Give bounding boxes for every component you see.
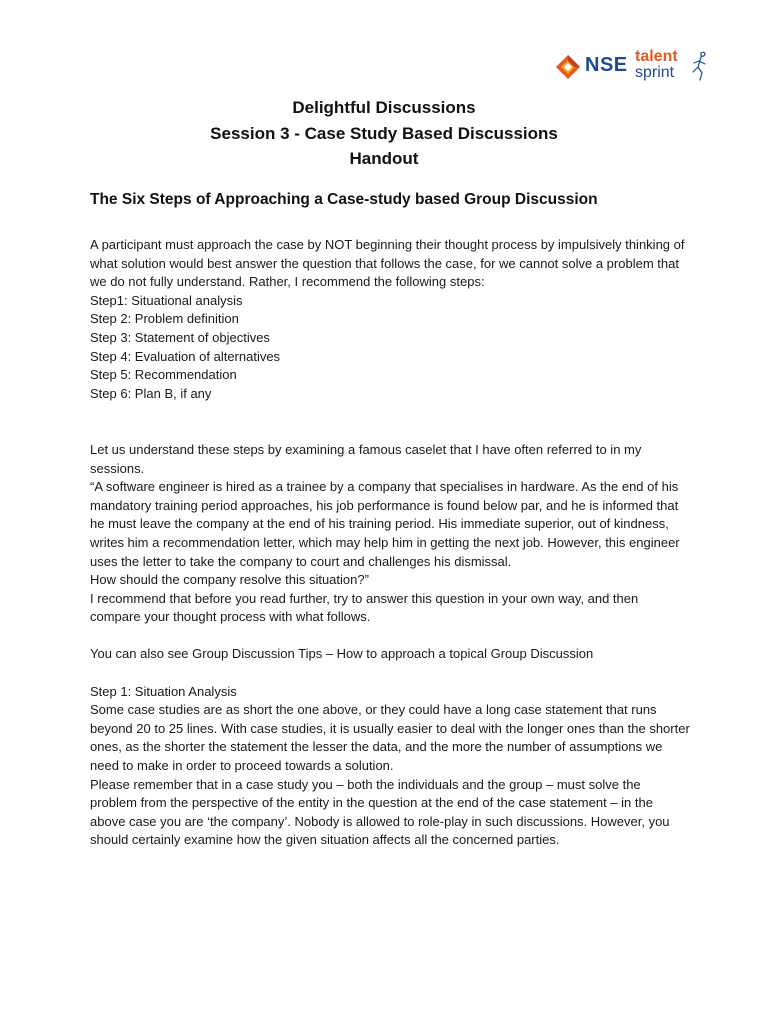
logo-talent-text: talent [635, 48, 678, 65]
section-heading: The Six Steps of Approaching a Case-study based Group Discussion [90, 191, 598, 208]
step-item: Step 6: Plan B, if any [90, 385, 212, 401]
nse-talentsprint-logo [555, 46, 715, 90]
understand-paragraph: Let us understand these steps by examining a famous caselet that I have often referred to in my sessions. [90, 441, 642, 476]
recommend-paragraph: I recommend that before you read further, try to answer this question in your own way, and then compare your thought process with what follows. [90, 590, 639, 625]
caselet-paragraph: “A software engineer is hired as a trainee by a company that specialises in hardware. As the end of his mandatory training period approaches, his job performance is found below par, and he is informed that he must leave the company at the end of his training period. His immediate superior, out of kindness, writes him a recommendation letter, which may help him in getting the next job. However, this engineer uses the letter to take the company to court and challenges his dismissal. [90, 479, 680, 569]
step1-paragraph: Please remember that in a case study you – both the individuals and the group – must solve the problem from the perspective of the entity in the question at the end of the case statement – in the above case you are ‘the company’. Nobody is allowed to role-play in such discussions. However, you should certainly examine how the given situation affects all the concerned parties. [90, 776, 670, 848]
document-body [90, 236, 690, 850]
step-item: Step1: Situational analysis [90, 292, 243, 308]
step-item: Step 3: Statement of objectives [90, 329, 270, 345]
step-item: Step 4: Evaluation of alternatives [90, 348, 281, 364]
intro-paragraph: A participant must approach the case by NOT beginning their thought process by impulsively thinking of what solution would best answer the question that follows the case, for we cannot solve a problem that we do not fully understand. Rather, I recommend the following steps: [90, 237, 685, 290]
see-also-line: You can also see Group Discussion Tips – How to approach a topical Group Discussion [90, 646, 594, 662]
nse-logo-mark-icon [555, 54, 581, 80]
step1-title: Step 1: Situation Analysis [90, 683, 237, 699]
logo-sprint-text: sprint [635, 64, 675, 81]
doc-session-title: Session 3 - Case Study Based Discussions [210, 123, 558, 143]
doc-title: Delightful Discussions [292, 98, 476, 117]
logo-nse-text: NSE [585, 54, 628, 76]
runner-icon [687, 50, 711, 82]
step-item: Step 2: Problem definition [90, 311, 239, 327]
question-line: How should the company resolve this situation?” [90, 572, 369, 588]
document-title-block [0, 95, 768, 172]
step1-paragraph: Some case studies are as short the one above, or they could have a long case statement that runs beyond 20 to 25 lines. With case studies, it is usually easier to deal with the longer ones than the shorter ones, as the shorter the statement the lesser the data, and the more the number of assumptions we need to make in order to proceed towards a solution. [90, 702, 690, 774]
step-item: Step 5: Recommendation [90, 367, 237, 383]
doc-subtitle: Handout [349, 149, 419, 168]
